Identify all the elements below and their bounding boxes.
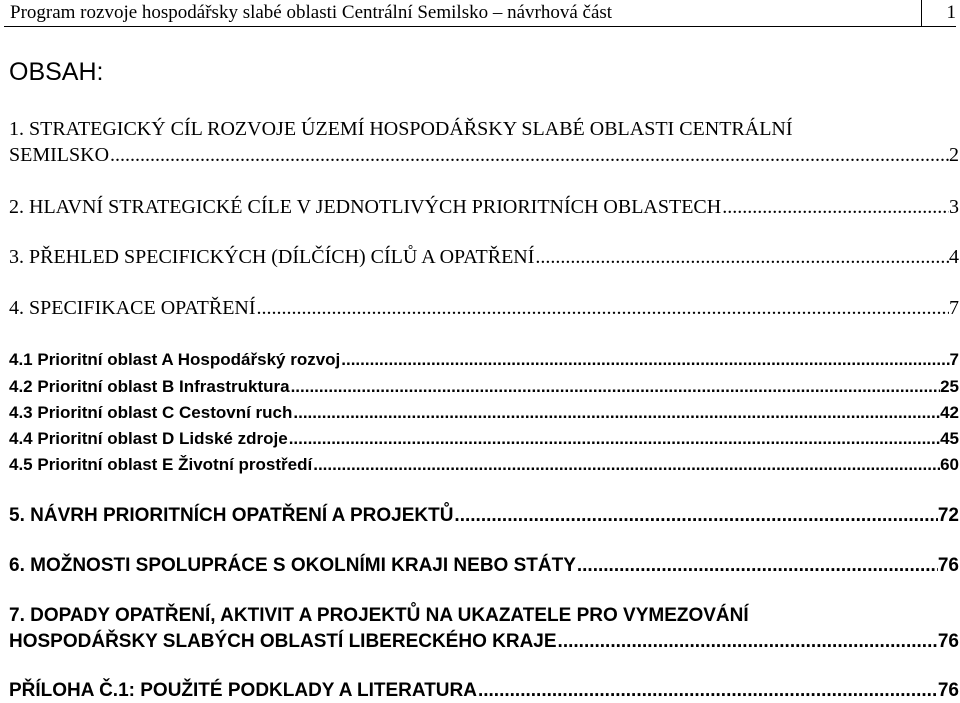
toc-entry-2[interactable]: [9, 196, 959, 219]
toc-entry-label: 4.5 Prioritní oblast E Životní prostředí: [9, 455, 313, 474]
toc-leader-dots: [289, 429, 940, 449]
header-title: Program rozvoje hospodářsky slabé oblasti Centrální Semilsko – návrhová část: [10, 2, 613, 23]
toc-entry-label: PŘÍLOHA Č.1: POUŽITÉ PODKLADY A LITERATURA: [9, 680, 477, 701]
toc-entry-label: SEMILSKO: [9, 144, 110, 166]
toc-leader-dots: [535, 246, 949, 269]
toc-entry-label: HOSPODÁŘSKY SLABÝCH OBLASTÍ LIBERECKÉHO KRAJE: [9, 631, 557, 652]
toc-entry-page: 42: [940, 403, 959, 422]
toc-leader-dots: [293, 403, 940, 423]
toc-leader-dots: [558, 631, 938, 653]
toc-leader-dots: [454, 505, 937, 527]
toc-entry-page: 3: [949, 196, 959, 218]
toc-entry-1[interactable]: [9, 144, 959, 167]
toc-entry-page: 76: [937, 631, 959, 652]
toc-entry-page: 25: [940, 377, 959, 396]
toc-entry-page: 76: [937, 555, 959, 576]
toc-leader-dots: [577, 555, 938, 577]
toc-entry-4-4[interactable]: [9, 429, 959, 449]
toc-entry-label: 4.4 Prioritní oblast D Lidské zdroje: [9, 429, 288, 448]
toc-entry-page: 72: [937, 505, 959, 526]
toc-entry-page: 7: [949, 297, 959, 319]
toc-entry-label: 4.3 Prioritní oblast C Cestovní ruch: [9, 403, 293, 422]
toc-entry-6[interactable]: [9, 555, 959, 577]
toc-entry-1-line1: 1. STRATEGICKÝ CÍL ROZVOJE ÚZEMÍ HOSPODÁŘSKY SLABÉ OBLASTI CENTRÁLNÍ: [9, 118, 793, 140]
toc-entry-label: 6. MOŽNOSTI SPOLUPRÁCE S OKOLNÍMI KRAJI NEBO STÁTY: [9, 555, 576, 576]
toc-entry-page: 45: [940, 429, 959, 448]
toc-leader-dots: [722, 196, 949, 219]
toc-leader-dots: [257, 297, 949, 320]
toc-entry-4[interactable]: [9, 297, 959, 320]
running-header: [4, 0, 956, 27]
toc-entry-5[interactable]: [9, 505, 959, 527]
toc-entry-label: 3. PŘEHLED SPECIFICKÝCH (DÍLČÍCH) CÍLŮ A OPATŘENÍ: [9, 246, 535, 268]
toc-leader-dots: [341, 350, 949, 370]
toc-entry-label: 4. SPECIFIKACE OPATŘENÍ: [9, 297, 256, 319]
toc-leader-dots: [110, 144, 949, 167]
toc-entry-7[interactable]: [9, 631, 959, 653]
toc-entry-4-2[interactable]: [9, 377, 959, 397]
toc-entry-page: 4: [949, 246, 959, 268]
toc-entry-page: 2: [949, 144, 959, 166]
toc-leader-dots: [478, 680, 938, 702]
toc-entry-4-5[interactable]: [9, 455, 959, 475]
toc-entry-label: 4.2 Prioritní oblast B Infrastruktura: [9, 377, 290, 396]
header-page-number: 1: [946, 2, 956, 23]
toc-entry-7-line1: 7. DOPADY OPATŘENÍ, AKTIVIT A PROJEKTŮ NA UKAZATELE PRO VYMEZOVÁNÍ: [9, 605, 749, 626]
toc-entry-4-1[interactable]: [9, 350, 959, 370]
toc-entry-4-3[interactable]: [9, 403, 959, 423]
toc-leader-dots: [291, 377, 941, 397]
header-divider: [921, 0, 922, 26]
toc-entry-3[interactable]: [9, 246, 959, 269]
toc-entry-page: 76: [937, 680, 959, 701]
toc-entry-label: 2. HLAVNÍ STRATEGICKÉ CÍLE V JEDNOTLIVÝCH PRIORITNÍCH OBLASTECH: [9, 196, 722, 218]
toc-heading: OBSAH:: [9, 58, 104, 86]
toc-leader-dots: [313, 455, 940, 475]
toc-entry-label: 5. NÁVRH PRIORITNÍCH OPATŘENÍ A PROJEKTŮ: [9, 505, 454, 526]
toc-entry-page: 60: [940, 455, 959, 474]
toc-entry-label: 4.1 Prioritní oblast A Hospodářský rozvoj: [9, 350, 341, 369]
toc-entry-appendix-1[interactable]: [9, 680, 959, 702]
toc-entry-page: 7: [949, 350, 959, 369]
